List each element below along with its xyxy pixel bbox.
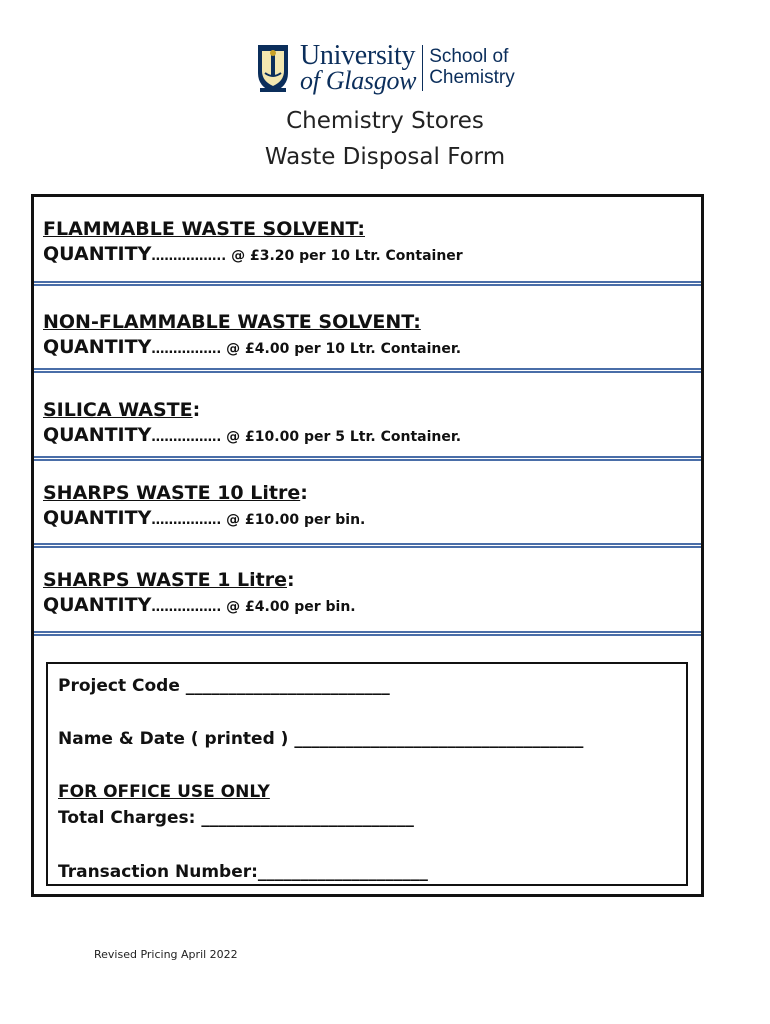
logo-line-university: University — [300, 40, 416, 72]
project-code-field[interactable]: Project Code ________________________ — [58, 676, 390, 696]
office-use-heading: FOR OFFICE USE ONLY — [58, 782, 270, 802]
section-title-colon: : — [192, 399, 201, 421]
section-separator — [34, 456, 701, 461]
price-text: @ £4.00 per bin. — [221, 599, 356, 615]
section-separator — [34, 281, 701, 286]
transaction-number-field[interactable]: Transaction Number:____________________ — [58, 862, 428, 882]
quantity-line — [43, 592, 683, 621]
section-silica-waste — [43, 398, 683, 451]
logo-divider — [422, 45, 423, 91]
section-title: SILICA WASTE — [43, 399, 193, 421]
quantity-field[interactable]: ……………. — [151, 430, 222, 445]
form-title-line-1: Chemistry Stores — [286, 108, 484, 134]
price-text: @ £10.00 per bin. — [221, 512, 366, 528]
quantity-label: QUANTITY — [43, 243, 152, 265]
quantity-field[interactable]: …………….. — [151, 249, 227, 264]
section-separator — [34, 631, 701, 636]
section-title-wrap — [43, 481, 683, 505]
section-title-wrap — [43, 398, 683, 422]
section-title: FLAMMABLE WASTE SOLVENT: — [43, 218, 365, 240]
revised-pricing-note: Revised Pricing April 2022 — [94, 948, 238, 961]
quantity-field[interactable]: ……………. — [151, 342, 222, 357]
quantity-line — [43, 241, 683, 270]
section-title-colon: : — [300, 482, 308, 504]
section-sharps-1-litre — [43, 568, 683, 621]
section-title-colon: : — [287, 569, 295, 591]
quantity-label: QUANTITY — [43, 594, 152, 616]
price-text: @ £3.20 per 10 Ltr. Container — [226, 248, 463, 264]
quantity-line — [43, 505, 683, 534]
section-separator — [34, 368, 701, 373]
waste-form-box — [31, 194, 704, 897]
section-title: SHARPS WASTE 10 Litre — [43, 482, 301, 504]
price-text: @ £4.00 per 10 Ltr. Container. — [221, 341, 462, 357]
logo-line-glasgow: of Glasgow — [300, 65, 417, 95]
quantity-field[interactable]: ……………. — [151, 513, 222, 528]
section-title-wrap — [43, 568, 683, 592]
quantity-field[interactable]: ……………. — [151, 600, 222, 615]
name-date-field[interactable]: Name & Date ( printed ) __________________________________ — [58, 729, 584, 749]
section-separator — [34, 543, 701, 548]
section-non-flammable-solvent — [43, 310, 683, 363]
section-title: NON-FLAMMABLE WASTE SOLVENT: — [43, 311, 421, 333]
section-sharps-10-litre — [43, 481, 683, 534]
price-text: @ £10.00 per 5 Ltr. Container. — [221, 429, 462, 445]
total-charges-field[interactable]: Total Charges: _________________________ — [58, 808, 414, 828]
quantity-label: QUANTITY — [43, 507, 152, 529]
quantity-label: QUANTITY — [43, 424, 152, 446]
quantity-label: QUANTITY — [43, 336, 152, 358]
quantity-line — [43, 422, 683, 451]
school-line-2: Chemistry — [429, 67, 515, 88]
section-flammable-solvent — [43, 217, 683, 270]
form-title-line-2: Waste Disposal Form — [264, 144, 506, 170]
university-crest-icon — [256, 43, 290, 93]
quantity-line — [43, 334, 683, 363]
section-title: SHARPS WASTE 1 Litre — [43, 569, 287, 591]
school-line-1: School of — [429, 46, 509, 68]
university-logo — [256, 40, 515, 96]
office-use-box — [46, 662, 688, 886]
